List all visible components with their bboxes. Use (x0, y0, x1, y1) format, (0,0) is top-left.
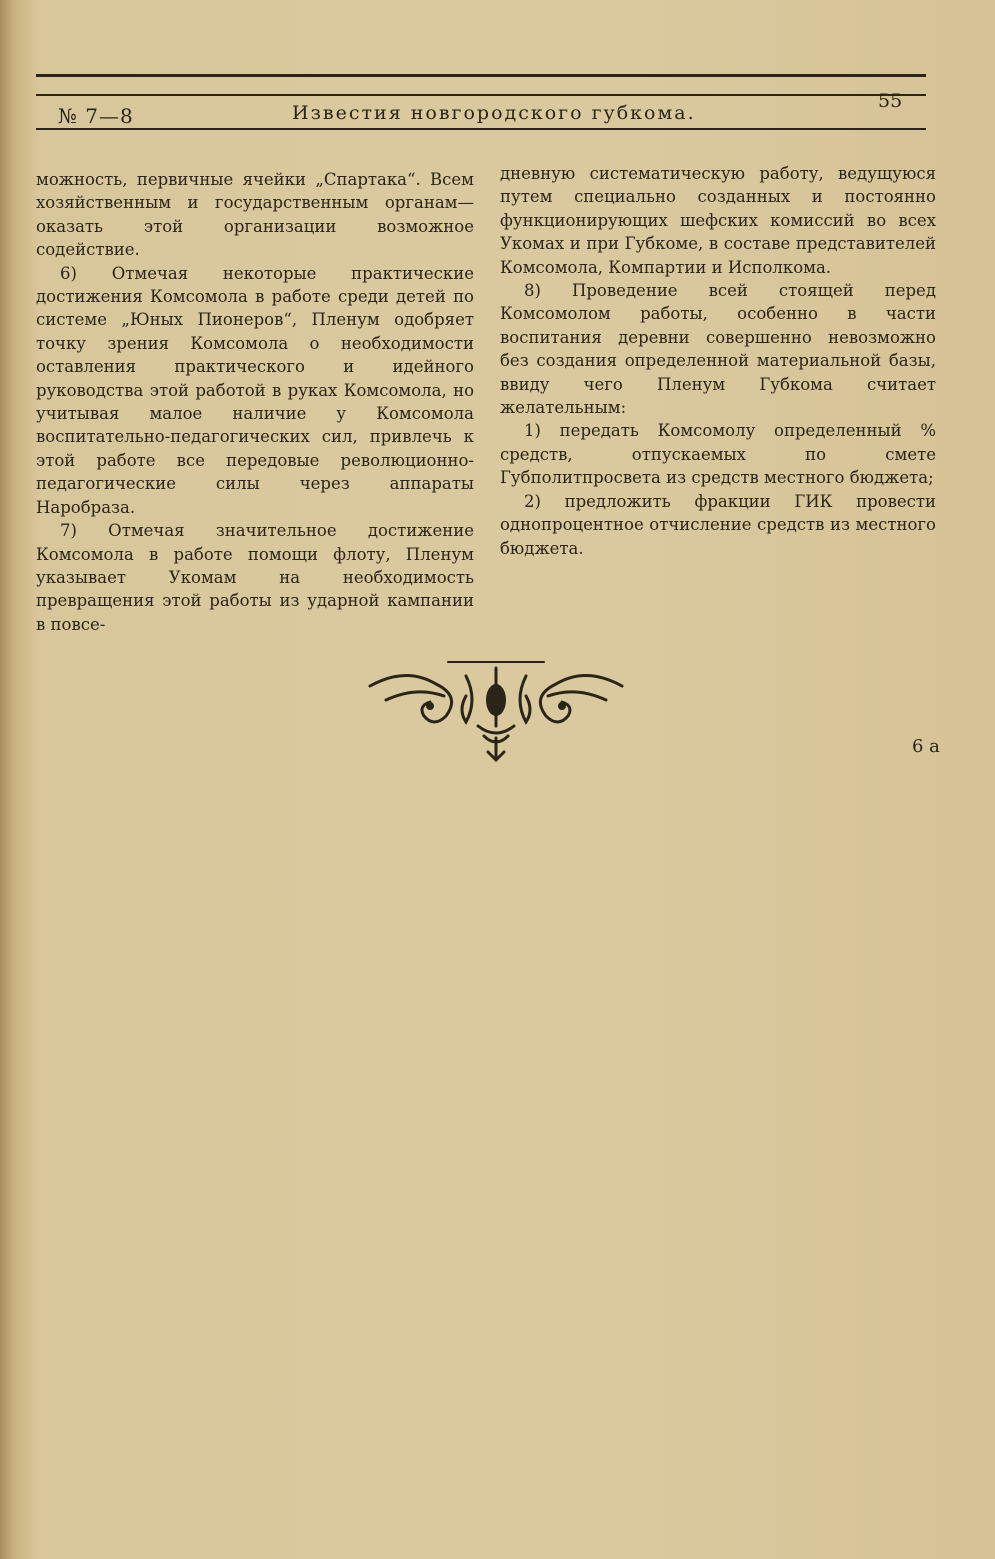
paragraph: 7) Отмечая значительное достижение Комсомола в работе помощи флоту, Пленум указывает Укомам на необходимость превращения этой работы из ударной кампании в повсе- (36, 521, 474, 634)
header-rule (36, 74, 926, 77)
header-rule (36, 94, 926, 96)
stray-mark: 6 a (912, 736, 940, 757)
paragraph: можность, первичные ячейки „Спартака“. Всем хозяйственным и государственным органам—оказать этой организации возможное содействие. (36, 170, 474, 260)
page-number: 55 (878, 90, 903, 112)
issue-number: № 7—8 (58, 104, 134, 128)
paragraph: 1) передать Комсомолу определенный % средств, отпускаемых по смете Губполитпросвета из средств местного бюджета; (500, 421, 936, 488)
paragraph: 6) Отмечая некоторые практические достижения Комсомола в работе среди детей по системе „Юных Пионеров“, Пленум одобряет точку зрения Комсомола о необходимости оставления практического и идейного руководства этой работой в руках Комсомола, но учитывая малое наличие у Комсомола воспитательно-педагогических сил, привлечь к этой работе все передовые революционно-педагогические силы через аппараты Наробраза. (36, 263, 474, 517)
paragraph: дневную систематическую работу, ведущуюся путем специально созданных и постоянно функционирующих шефских комиссий во всех Укомах и при Губкоме, в составе представителей Комсомола, Компартии и Исполкома. (500, 164, 936, 277)
paragraph: 8) Проведение всей стоящей перед Комсомолом работы, особенно в части воспитания деревни совершенно невозможно без создания определенной материальной базы, ввиду чего Пленум Губкома считает желательным: (500, 281, 936, 418)
left-column (36, 168, 474, 636)
ornament-icon (366, 656, 626, 766)
right-column (500, 162, 936, 560)
paragraph: 2) предложить фракции ГИК провести однопроцентное отчисление средств из местного бюджета. (500, 491, 936, 558)
journal-title: Известия новгородского губкома. (292, 102, 696, 124)
header-rule (36, 128, 926, 130)
